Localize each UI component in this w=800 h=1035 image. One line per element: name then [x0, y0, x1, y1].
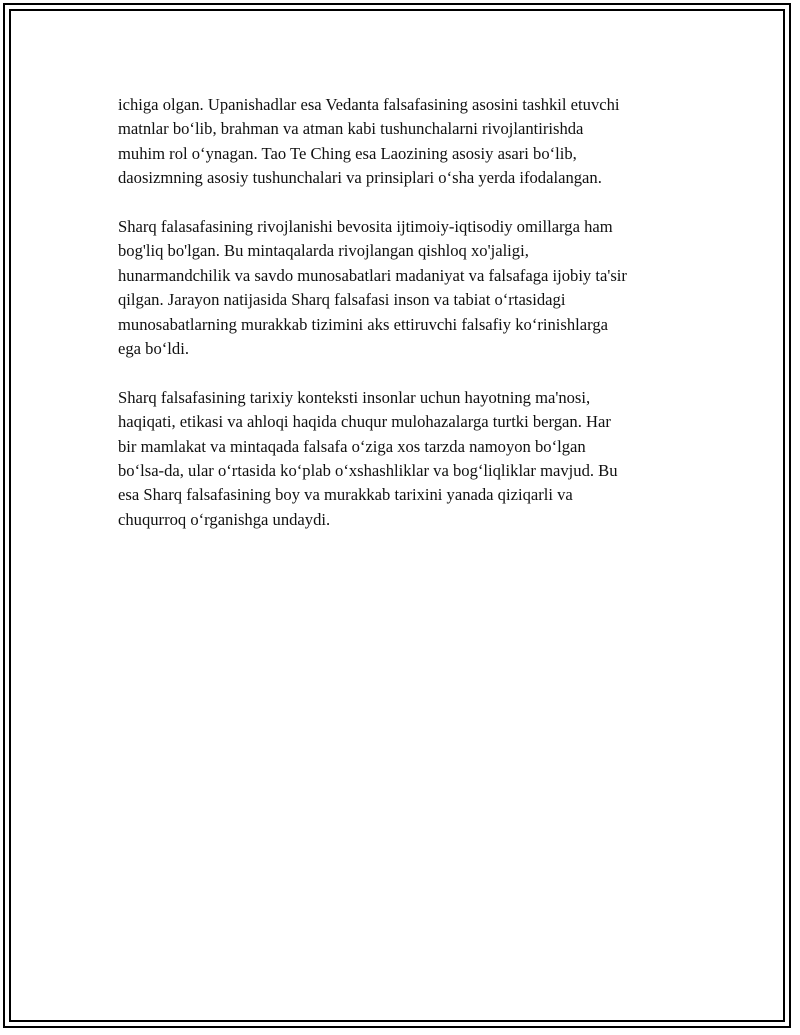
text-line: muhim rol o‘ynagan. Tao Te Ching esa Laozining asosiy asari bo‘lib,	[118, 143, 577, 163]
document-body	[118, 93, 678, 557]
paragraph-3	[118, 386, 678, 532]
paragraph-1	[118, 93, 678, 191]
text-line: bog'liq bo'lgan. Bu mintaqalarda rivojlangan qishloq xo'jaligi,	[118, 241, 529, 261]
text-line: bo‘lsa-da, ular o‘rtasida ko‘plab o‘xshashliklar va bog‘liqliklar mavjud. Bu	[118, 461, 618, 481]
text-line: munosabatlarning murakkab tizimini aks ettiruvchi falsafiy ko‘rinishlarga	[118, 314, 609, 334]
text-line: bir mamlakat va mintaqada falsafa o‘ziga xos tarzda namoyon bo‘lgan	[118, 436, 586, 456]
text-line: Sharq falasafasining rivojlanishi bevosita ijtimoiy-iqtisodiy omillarga ham	[118, 217, 613, 237]
text-line: qilgan. Jarayon natijasida Sharq falsafasi inson va tabiat o‘rtasidagi	[118, 290, 566, 310]
paragraph-2	[118, 215, 678, 361]
text-line: daosizmning asosiy tushunchalari va prinsiplari o‘sha yerda ifodalangan.	[118, 168, 602, 188]
text-line: chuqurroq o‘rganishga undaydi.	[118, 509, 331, 529]
text-line: ega bo‘ldi.	[118, 339, 189, 359]
text-line: haqiqati, etikasi va ahloqi haqida chuqur mulohazalarga turtki bergan. Har	[118, 412, 611, 432]
text-line: Sharq falsafasining tarixiy konteksti insonlar uchun hayotning ma'nosi,	[118, 387, 591, 407]
text-line: hunarmandchilik va savdo munosabatlari madaniyat va falsafaga ijobiy ta'sir	[118, 265, 627, 285]
text-line: matnlar bo‘lib, brahman va atman kabi tushunchalarni rivojlantirishda	[118, 119, 584, 139]
text-line: esa Sharq falsafasining boy va murakkab tarixini yanada qiziqarli va	[118, 485, 573, 505]
text-line: ichiga olgan. Upanishadlar esa Vedanta falsafasining asosini tashkil etuvchi	[118, 95, 620, 114]
